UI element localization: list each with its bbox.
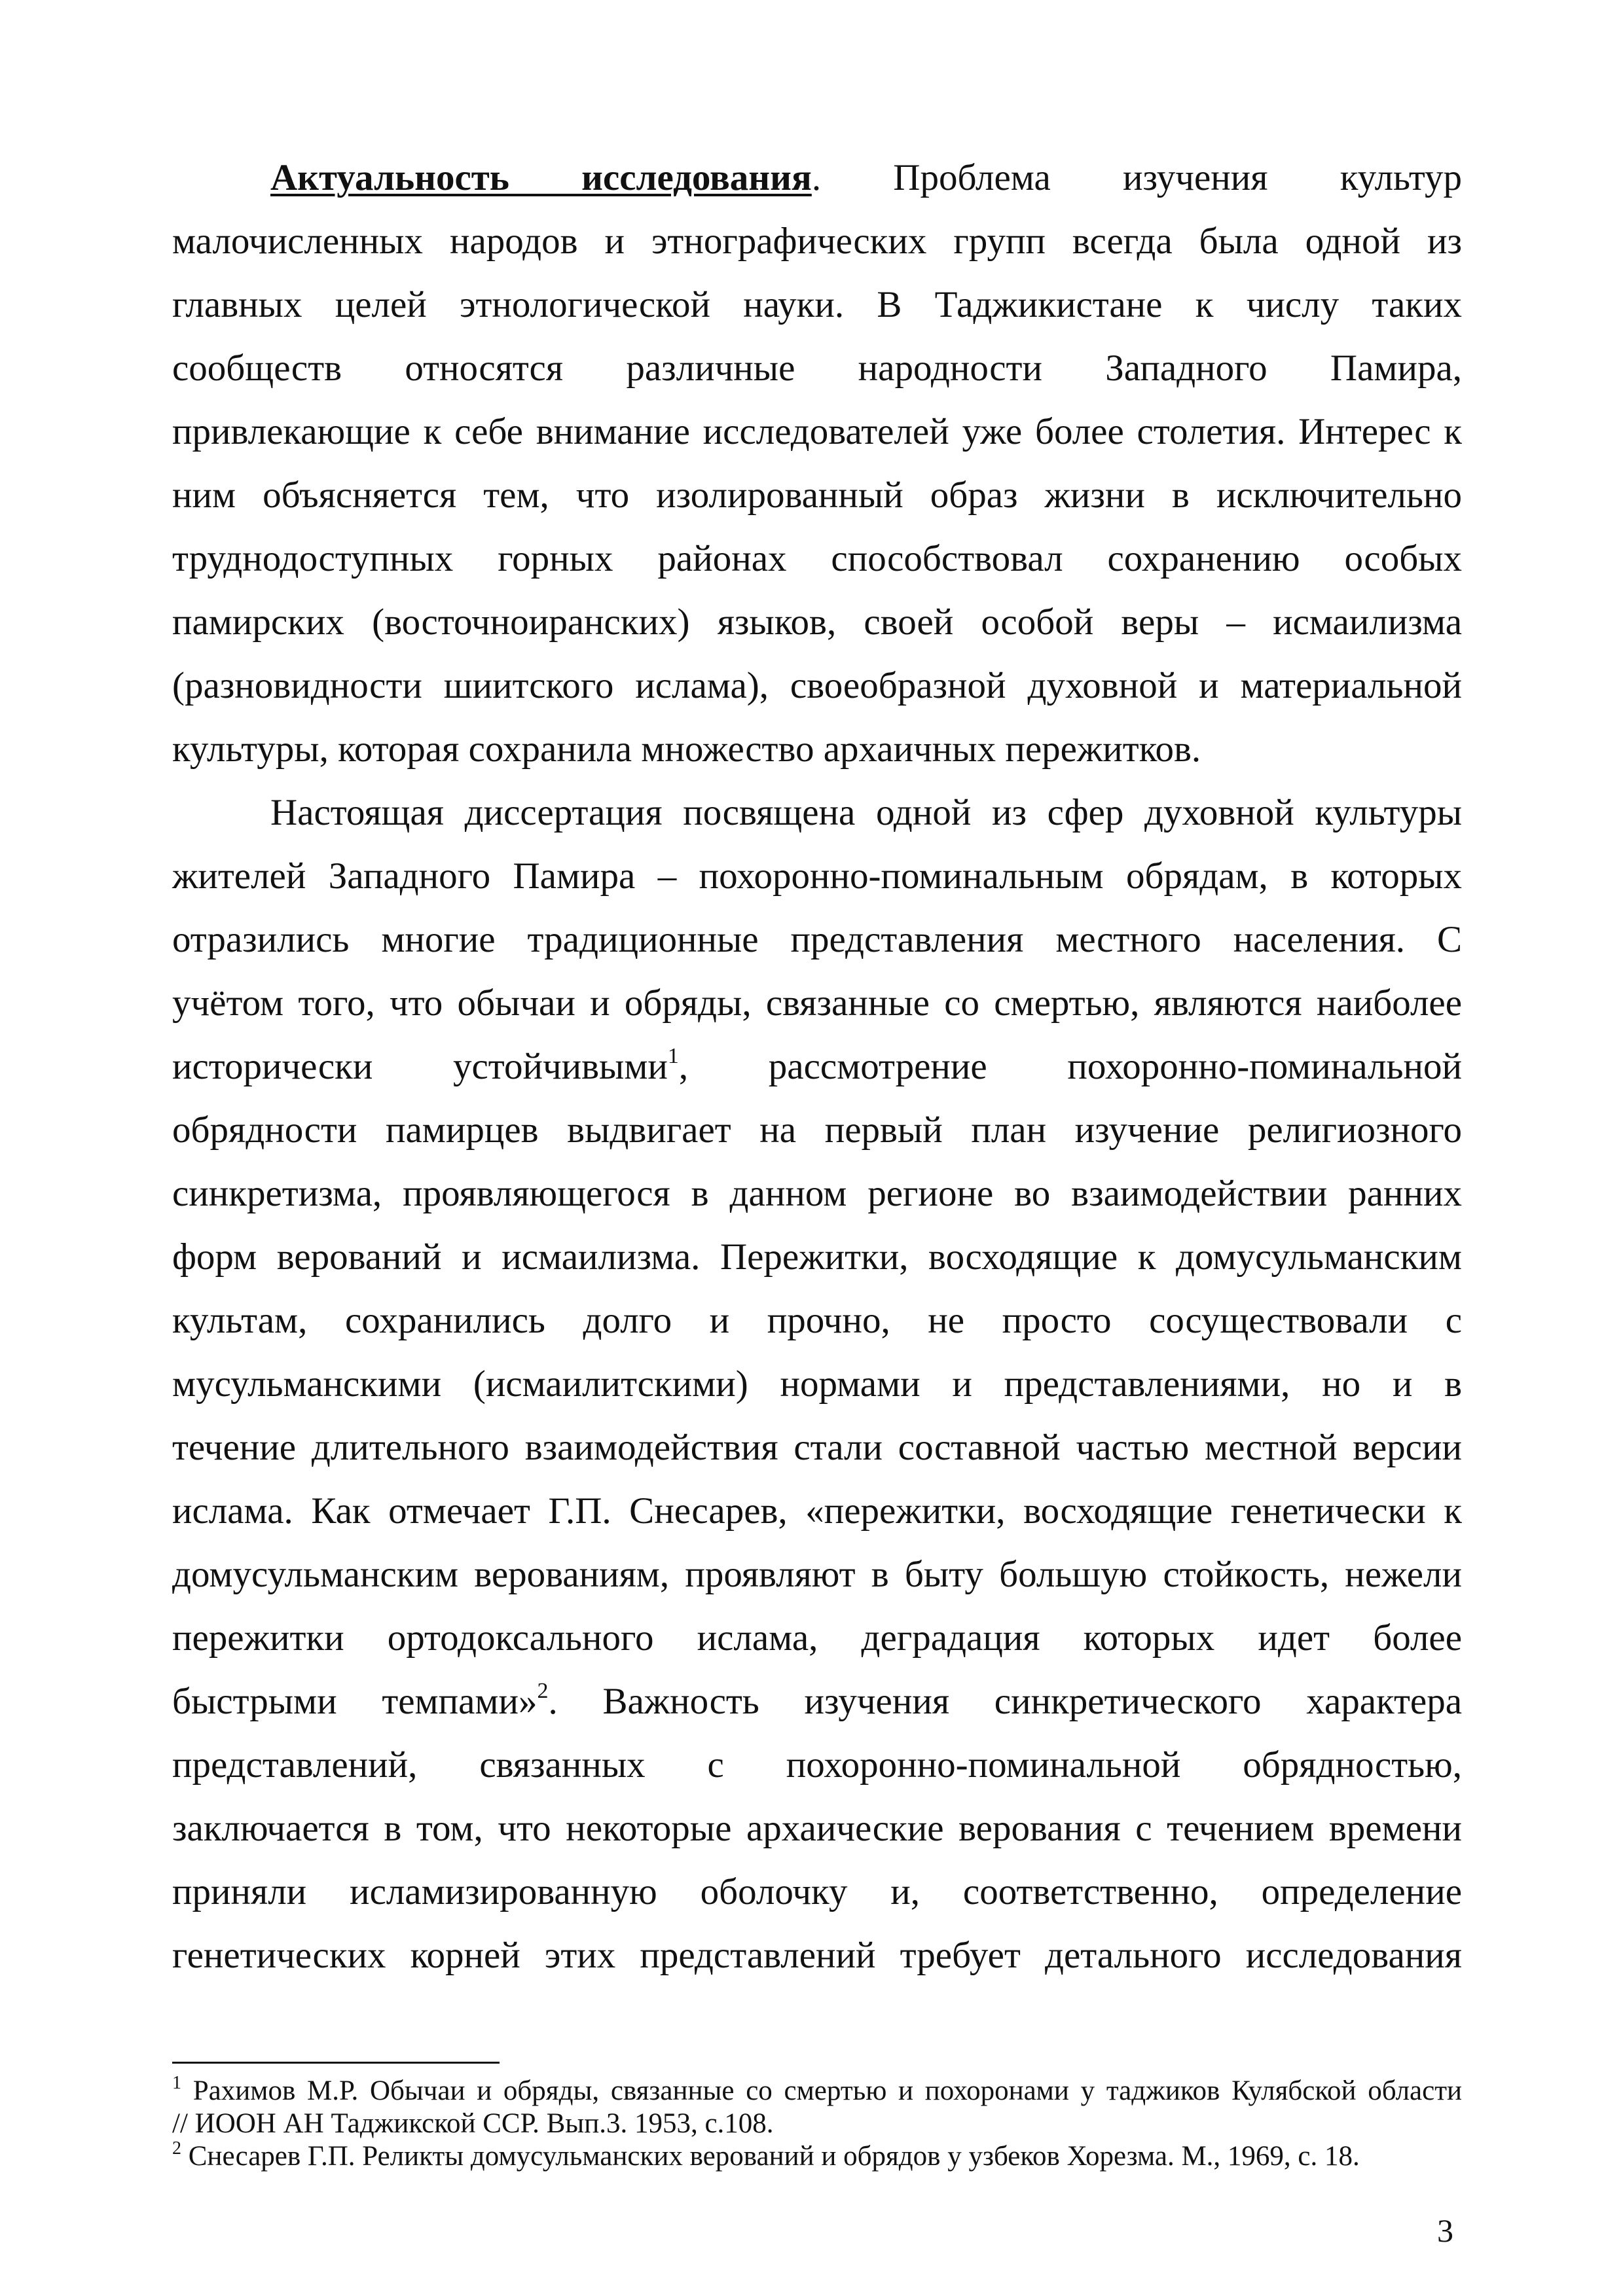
paragraph-line: учётом того, что обычаи и обряды, связанные со смертью, являются наиболее [172, 982, 1462, 1024]
paragraph-line: сообществ относятся различные народности Западного Памира, [172, 348, 1462, 389]
paragraph-line: отразились многие традиционные представления местного населения. С [172, 919, 1462, 960]
paragraph-line: мусульманскими (исмаилитскими) нормами и представлениями, но и в [172, 1363, 1462, 1405]
paragraph-line: (разновидности шиитского ислама), своеобразной духовной и материальной [172, 665, 1462, 706]
paragraph-line: культуры, которая сохранила множество архаичных пережитков. [172, 728, 1201, 770]
page-number: 3 [1437, 2212, 1453, 2249]
paragraph-line [172, 1046, 1462, 1088]
paragraph-line: течение длительного взаимодействия стали составной частью местной версии [172, 1427, 1462, 1468]
text-fragment: исторически устойчивыми [172, 1046, 668, 1087]
footnote-separator [172, 2062, 500, 2064]
paragraph-line [172, 1681, 1462, 1723]
paragraph-line: памирских (восточноиранских) языков, своей особой веры – исмаилизма [172, 601, 1462, 643]
footnote-1 [172, 2072, 1462, 2108]
footnote-text: Рахимов М.Р. Обычаи и обряды, связанные со смертью и похоронами у таджиков Кулябской области [192, 2075, 1462, 2106]
paragraph-line: культам, сохранились долго и прочно, не просто сосуществовали с [172, 1300, 1462, 1341]
paragraph-line: заключается в том, что некоторые архаические верования с течением времени [172, 1808, 1462, 1849]
section-heading: Актуальность исследования [270, 157, 812, 198]
paragraph-line: приняли исламизированную оболочку и, соответственно, определение [172, 1871, 1462, 1912]
text-fragment: быстрыми темпами» [172, 1681, 538, 1722]
paragraph-line: ислама. Как отмечает Г.П. Снесарев, «пережитки, восходящие генетически к [172, 1490, 1462, 1532]
paragraph-line: труднодоступных горных районах способствовал сохранению особых [172, 538, 1462, 579]
paragraph-line: малочисленных народов и этнографических групп всегда была одной из [172, 221, 1462, 262]
footnote-2 [172, 2140, 1462, 2173]
paragraph-line: главных целей этнологической науки. В Таджикистане к числу таких [172, 284, 1462, 325]
paragraph-line: домусульманским верованиям, проявляют в быту большую стойкость, нежели [172, 1554, 1462, 1595]
paragraph-line: Настоящая диссертация посвящена одной из сфер духовной культуры [270, 792, 1462, 833]
footnote-ref-2[interactable]: 2 [537, 1679, 549, 1703]
footnote-mark: 2 [172, 2138, 181, 2159]
paragraph-line: синкретизма, проявляющегося в данном регионе во взаимодействии ранних [172, 1173, 1462, 1214]
footnote-ref-1[interactable]: 1 [667, 1044, 679, 1068]
paragraph-line: обрядности памирцев выдвигает на первый план изучение религиозного [172, 1109, 1462, 1151]
paragraph-line: жителей Западного Памира – похоронно-поминальным обрядам, в которых [172, 855, 1462, 897]
footnote-text: Снесарев Г.П. Реликты домусульманских верований и обрядов у узбеков Хорезма. М., 1969, с. 18. [188, 2141, 1360, 2172]
paragraph-line: представлений, связанных с похоронно-поминальной обрядностью, [172, 1744, 1462, 1785]
heading-continuation: . Проблема изучения культур [811, 157, 1462, 198]
paragraph-line: пережитки ортодоксального ислама, деградация которых идет более [172, 1617, 1462, 1659]
footnote-mark: 1 [172, 2072, 181, 2093]
paragraph-line: форм верований и исмаилизма. Пережитки, восходящие к домусульманским [172, 1236, 1462, 1278]
footnote-1-cont: // ИООН АН Таджикской ССР. Вып.3. 1953, с.108. [172, 2108, 774, 2139]
text-fragment: , рассмотрение похоронно-поминальной [678, 1046, 1463, 1087]
paragraph-line: ним объясняется тем, что изолированный образ жизни в исключительно [172, 475, 1462, 516]
paragraph-line [270, 157, 1462, 199]
paragraph-line: генетических корней этих представлений требует детального исследования [172, 1935, 1462, 1976]
text-fragment: . Важность изучения синкретического характера [548, 1681, 1463, 1722]
paragraph-line: привлекающие к себе внимание исследователей уже более столетия. Интерес к [172, 411, 1462, 452]
